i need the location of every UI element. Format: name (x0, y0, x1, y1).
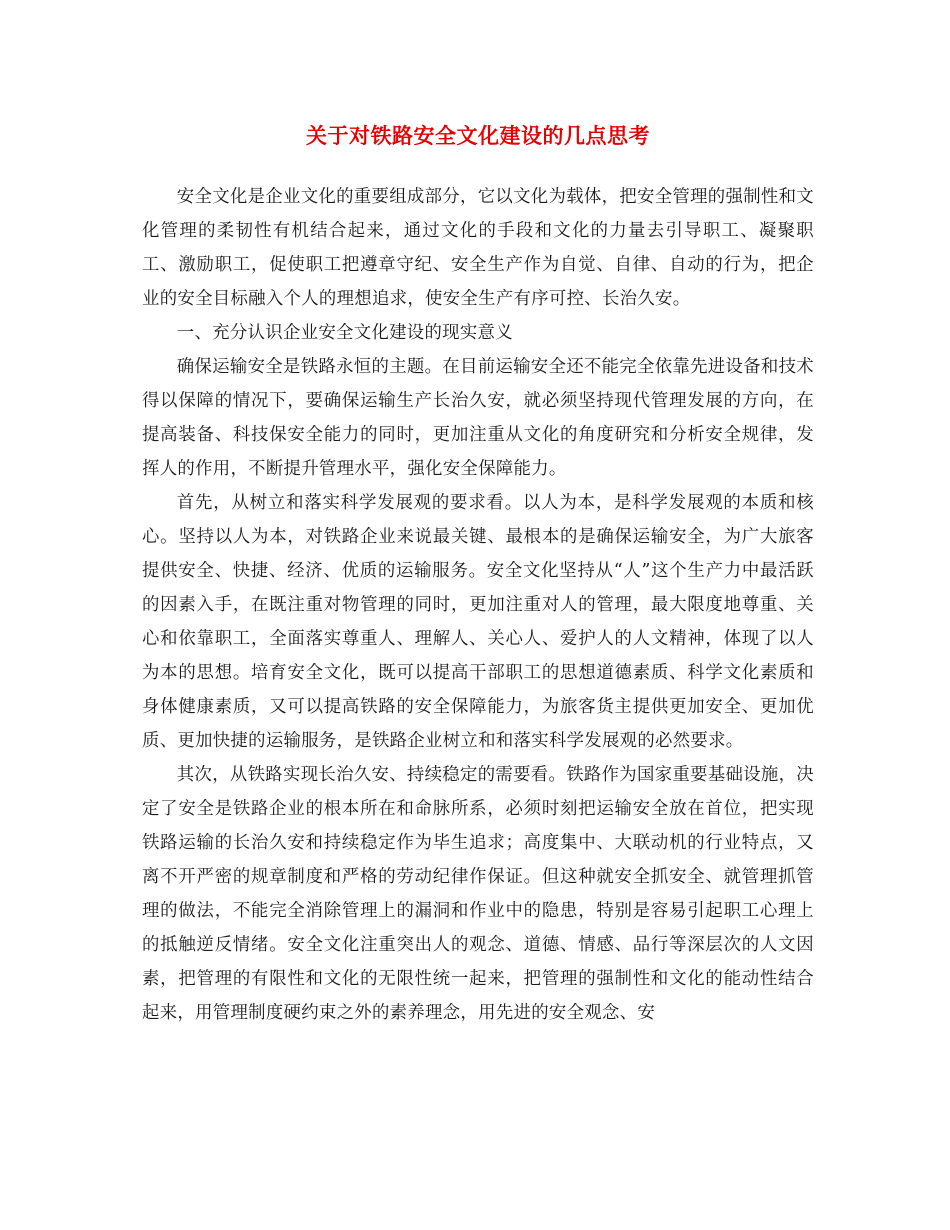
document-body (142, 180, 814, 1030)
document-title: 关于对铁路安全文化建设的几点思考 (306, 123, 650, 148)
paragraph-significance: 确保运输安全是铁路永恒的主题。在目前运输安全还不能完全依靠先进设备和技术得以保障的情况下，要确保运输生产长治久安，就必须坚持现代管理发展的方向，在提高装备、科技保安全能力的同时，更加注重从文化的角度研究和分析安全规律，发挥人的作用，不断提升管理水平，强化安全保障能力。 (142, 357, 814, 479)
paragraph-second-point: 其次，从铁路实现长治久安、持续稳定的需要看。铁路作为国家重要基础设施，决定了安全是铁路企业的根本所在和命脉所系，必须时刻把运输安全放在首位，把实现铁路运输的长治久安和持续稳定作为毕生追求；高度集中、大联动机的行业特点，又离不开严密的规章制度和严格的劳动纪律作保证。但这种就安全抓安全、就管理抓管理的做法，不能完全消除管理上的漏洞和作业中的隐患，特别是容易引起职工心理上的抵触逆反情绪。安全文化注重突出人的观念、道德、情感、品行等深层次的人文因素，把管理的有限性和文化的无限性统一起来，把管理的强制性和文化的能动性结合起来，用管理制度硬约束之外的素养理念，用先进的安全观念、安 (142, 765, 814, 1023)
paragraph-intro: 安全文化是企业文化的重要组成部分，它以文化为载体，把安全管理的强制性和文化管理的柔韧性有机结合起来，通过文化的手段和文化的力量去引导职工、凝聚职工、激励职工，促使职工把遵章守纪、安全生产作为自觉、自律、自动的行为，把企业的安全目标融入个人的理想追求，使安全生产有序可控、长治久安。 (142, 187, 814, 309)
section-heading: 一、充分认识企业安全文化建设的现实意义 (176, 323, 513, 343)
paragraph-first-point: 首先，从树立和落实科学发展观的要求看。以人为本，是科学发展观的本质和核心。坚持以人为本，对铁路企业来说最关键、最根本的是确保运输安全，为广大旅客提供安全、快捷、经济、优质的运输服务。安全文化坚持从“人”这个生产力中最活跃的因素入手，在既注重对物管理的同时，更加注重对人的管理，最大限度地尊重、关心和依靠职工，全面落实尊重人、理解人、关心人、爱护人的人文精神，体现了以人为本的思想。培育安全文化，既可以提高干部职工的思想道德素质、科学文化素质和身体健康素质，又可以提高铁路的安全保障能力，为旅客货主提供更加安全、更加优质、更加快捷的运输服务，是铁路企业树立和和落实科学发展观的必然要求。 (142, 493, 814, 751)
